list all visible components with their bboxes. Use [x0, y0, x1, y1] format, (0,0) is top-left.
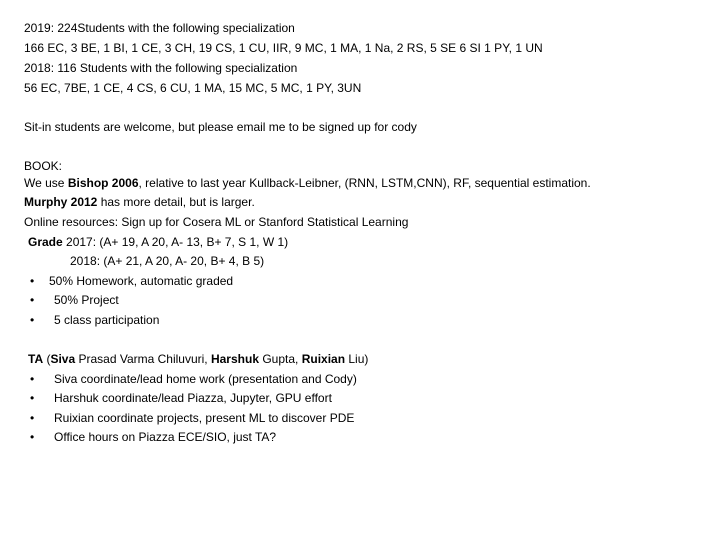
book-line-2 [24, 194, 255, 210]
grade-2018: 2018: (A+ 21, A 20, A- 20, B+ 4, B 5) [70, 254, 265, 268]
grade-2017 [28, 234, 288, 250]
ta-label: TA [28, 352, 44, 366]
ta-item [30, 410, 355, 426]
grade-item-text: 50% Homework, automatic graded [49, 274, 234, 288]
grade-item [30, 312, 160, 328]
book-bishop: Bishop 2006 [67, 176, 139, 190]
ta-item-text: Ruixian coordinate projects, present ML to discover PDE [54, 411, 355, 425]
sit-in-note: Sit-in students are welcome, but please email me to be signed up for cody [24, 120, 417, 134]
bullet: • [30, 293, 35, 307]
bullet: • [30, 391, 35, 405]
ta-item-text: Harshuk coordinate/lead Piazza, Jupyter, GPU effort [54, 391, 332, 405]
ta-name-siva-rest: Prasad Varma Chiluvuri, [75, 352, 211, 366]
ta-line [28, 351, 368, 367]
ta-item-text: Siva coordinate/lead home work (presentation and Cody) [54, 372, 357, 386]
ta-name-ruixian: Ruixian [301, 352, 346, 366]
ta-item [30, 371, 357, 387]
ta-item [30, 390, 332, 406]
grade-item [30, 292, 119, 308]
book-line-2-post: has more detail, but is larger. [97, 195, 255, 209]
bullet: • [30, 411, 35, 425]
bullet: • [30, 372, 35, 386]
enrollment-2019-breakdown: 166 EC, 3 BE, 1 BI, 1 CE, 3 CH, 19 CS, 1 CU, IIR, 9 MC, 1 MA, 1 Na, 2 RS, 5 SE 6 SI 1 PY, 1 UN [24, 41, 543, 55]
enrollment-2018-breakdown: 56 EC, 7BE, 1 CE, 4 CS, 6 CU, 1 MA, 15 MC, 5 MC, 1 PY, 3UN [24, 81, 362, 95]
grade-2017-values: 2017: (A+ 19, A 20, A- 13, B+ 7, S 1, W 1) [62, 235, 289, 249]
ta-name-siva: Siva [50, 352, 76, 366]
book-line-1-post: , relative to last year Kullback-Leibner, (RNN, LSTM,CNN), RF, sequential estimation. [138, 176, 591, 190]
bullet: • [30, 430, 35, 444]
grade-item-text: 50% Project [54, 293, 119, 307]
grade-item-text: 5 class participation [54, 313, 160, 327]
ta-item [30, 429, 277, 445]
ta-name-harshuk: Harshuk [210, 352, 259, 366]
enrollment-2018: 2018: 116 Students with the following specialization [24, 61, 298, 75]
book-heading: BOOK: [24, 159, 63, 173]
ta-item-text: Office hours on Piazza ECE/SIO, just TA? [54, 430, 277, 444]
grade-label: Grade [28, 235, 63, 249]
ta-name-ruixian-rest: Liu) [345, 352, 369, 366]
ta-open: ( [43, 352, 51, 366]
book-line-1 [24, 175, 591, 191]
bullet: • [30, 313, 35, 327]
ta-name-harshuk-rest: Gupta, [259, 352, 302, 366]
bullet: • [30, 274, 35, 288]
book-murphy: Murphy 2012 [24, 195, 98, 209]
online-resources: Online resources: Sign up for Cosera ML or Stanford Statistical Learning [24, 215, 409, 229]
grade-item [30, 273, 234, 289]
book-line-1-pre: We use [24, 176, 68, 190]
enrollment-2019: 2019: 224Students with the following specialization [24, 21, 295, 35]
